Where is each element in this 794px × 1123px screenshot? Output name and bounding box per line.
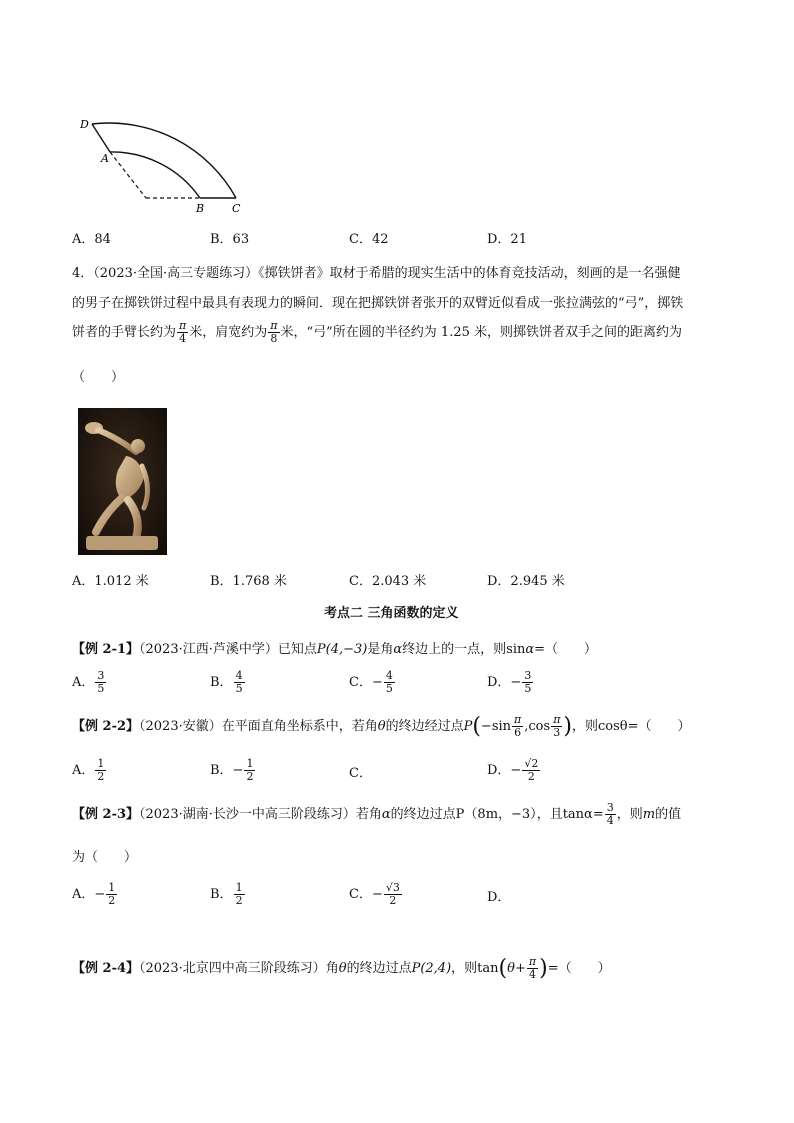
ex22-P: P (463, 719, 473, 734)
q4-option-d: D．2.945 米 (487, 574, 565, 589)
ex21-option-d: D．− $\frac{3}{5}$ (487, 669, 532, 695)
sector-figure (70, 100, 270, 215)
q4-option-a: A．1.012 米 (72, 574, 149, 589)
ex21-sin: sin (506, 642, 526, 657)
example-2-4: 【例 2-4】（2023·北京四中高三阶段练习）角θ的终边过点P(2,4)，则tan(θ+ $\frac{\pi}{4}$ )=（ ） (72, 955, 611, 981)
ex24-mid: 的终边过点 (346, 961, 412, 976)
ex21-rest: 终边上的一点，则 (402, 642, 507, 657)
example-2-2: 【例 2-2】（2023·安徽）在平面直角坐标系中，若角θ的终边经过点P(−sin $\frac{\pi}{6}$ ,cos $\frac{\pi}{3}$ )，则cosθ=（ ） (72, 713, 691, 739)
ex23-point: P（8m，−3） (455, 807, 537, 822)
ex24-tag: 【例 2-4】 (72, 961, 140, 976)
discus-thrower-photo (78, 408, 167, 555)
ex23-alpha: α (381, 807, 391, 822)
ex24-source: （2023·北京四中高三阶段练习）角 (139, 961, 339, 976)
ex23-tag: 【例 2-3】 (72, 807, 140, 822)
ex24-inner: θ+ (507, 961, 526, 976)
ex24-then: ，则 (451, 961, 478, 976)
ex22-tag: 【例 2-2】 (72, 719, 140, 734)
ex22-option-b: B．− $\frac{1}{2}$ (210, 757, 254, 783)
ex22-costheta: cosθ (598, 719, 628, 734)
ex23-option-a: A．− $\frac{1}{2}$ (72, 881, 116, 907)
ex24-theta: θ (338, 961, 347, 976)
example-2-1 (72, 638, 597, 657)
ex23-tan: tanα (562, 807, 593, 822)
q4-frac-arm: $\frac{\pi}{4}$ (179, 319, 187, 345)
q4-line3-b: 米，肩宽约为 (189, 325, 268, 340)
dashed-radius-A (110, 152, 146, 198)
ex24-tail: =（ ） (547, 961, 611, 976)
ex21-source: （2023·江西·芦溪中学）已知点 (139, 642, 317, 657)
outer-arc (92, 123, 236, 198)
q4-line-2: 的男子在掷铁饼过程中最具有表现力的瞬间．现在把掷铁饼者张开的双臂近似看成一张拉满弦的“弓”，掷铁 (72, 296, 684, 311)
ex22-option-c: C． (349, 766, 372, 781)
q4-line1-text: （2023·全国·高三专题练习）《掷铁饼者》取材于希腊的现实生活中的体育竞技活动，刻画的是一名强健 (93, 266, 681, 281)
statue-base (86, 536, 158, 550)
q4-line3-c: 米，“弓”所在圆的半径约为 1.25 米，则掷铁饼者双手之间的距离约为 (280, 325, 683, 340)
label-D: D (80, 118, 89, 131)
ex22-cos: ,cos (524, 719, 551, 734)
ex22-source: （2023·安徽）在平面直角坐标系中，若角 (139, 719, 378, 734)
q4-line-3 (72, 320, 682, 345)
ex21-mid: 是角 (367, 642, 394, 657)
example-2-3: 【例 2-3】（2023·湖南·长沙一中高三阶段练习）若角α的终边过点P（8m，−3），且tanα= $\frac{3}{4}$ ，则m的值 (72, 801, 682, 827)
ex23-option-d: D． (487, 890, 511, 905)
q4-frac-shoulder: $\frac{\pi}{8}$ (270, 319, 278, 345)
ex23-option-b: B． $\frac{1}{2}$ (210, 881, 243, 907)
label-C: C (232, 202, 241, 215)
ex22-option-a: A． $\frac{1}{2}$ (72, 757, 105, 783)
q3-option-b: B．63 (210, 232, 250, 247)
section-title: 考点二 三角函数的定义 (324, 606, 459, 621)
statue-head (131, 439, 145, 453)
q3-option-d: D．21 (487, 232, 527, 247)
ex22-after: ，则 (572, 719, 599, 734)
ex23-and: ，且 (536, 807, 563, 822)
ex24-tan: tan (477, 961, 499, 976)
q4-option-b: B．1.768 米 (210, 574, 287, 589)
q3-option-a: A．84 (72, 232, 111, 247)
ex21-option-c: C．− $\frac{4}{5}$ (349, 669, 393, 695)
ex21-option-b: B． $\frac{4}{5}$ (210, 669, 243, 695)
ex23-source: （2023·湖南·长沙一中高三阶段练习）若角 (139, 807, 382, 822)
ex24-point: P(2,4) (411, 961, 452, 976)
edge-DA (92, 124, 110, 152)
q4-answer-blank: （ ） (72, 370, 125, 385)
ex23-line-2: 为（ ） (72, 850, 138, 865)
ex21-alpha-2: α (525, 642, 535, 657)
ex22-neg-sin: −sin (480, 719, 512, 734)
ex23-m: m (642, 807, 656, 822)
ex23-rest: ，则 (616, 807, 643, 822)
q4-line-1 (72, 262, 681, 281)
label-B: B (196, 202, 205, 215)
ex21-point: P(4,−3) (316, 642, 368, 657)
ex21-option-a: A． $\frac{3}{5}$ (72, 669, 105, 695)
ex22-mid: 的终边经过点 (385, 719, 464, 734)
ex23-tail: 的值 (655, 807, 682, 822)
ex23-option-c: C．− $\frac{√3}{2}$ (349, 881, 400, 907)
ex22-tail: =（ ） (627, 719, 691, 734)
ex21-tail: =（ ） (534, 642, 598, 657)
ex23-eq: = (592, 807, 604, 822)
inner-arc (110, 152, 200, 198)
ex22-option-d: D．− $\frac{√2}{2}$ (487, 757, 539, 783)
q3-option-c: C．42 (349, 232, 389, 247)
q4-line3-a: 饼者的手臂长约为 (72, 325, 177, 340)
ex21-alpha: α (393, 642, 403, 657)
ex22-theta: θ (377, 719, 386, 734)
q4-option-c: C．2.043 米 (349, 574, 427, 589)
ex21-tag: 【例 2-1】 (72, 642, 140, 657)
label-A: A (101, 152, 109, 165)
q4-number: 4． (72, 266, 94, 281)
ex23-mid: 的终边过点 (390, 807, 456, 822)
